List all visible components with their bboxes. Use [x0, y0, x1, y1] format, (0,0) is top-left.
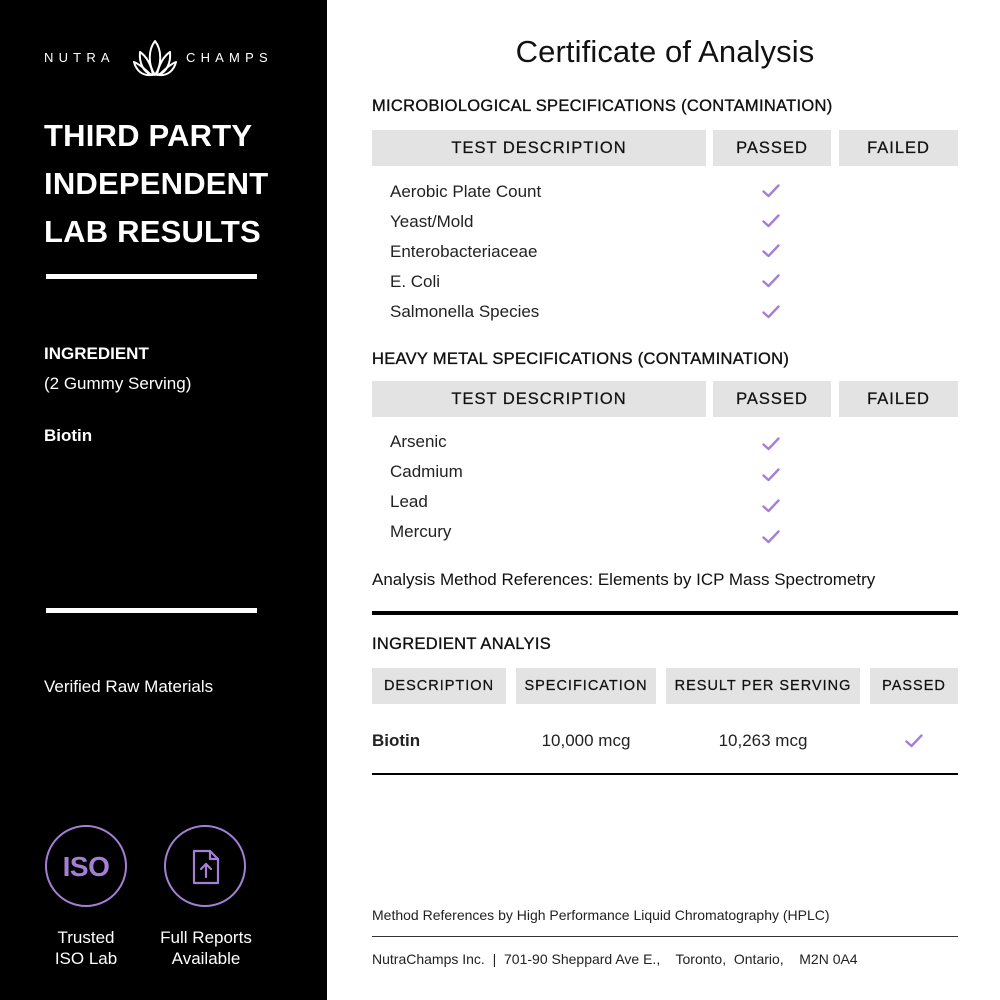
micro-section-heading: MICROBIOLOGICAL SPECIFICATIONS (CONTAMINATION) — [372, 97, 833, 115]
reports-caption-line-2: Available — [171, 949, 241, 968]
check-icon — [762, 184, 780, 198]
ingredient-header-result: RESULT PER SERVING — [666, 668, 860, 704]
verified-raw-materials: Verified Raw Materials — [44, 677, 214, 696]
divider — [372, 773, 958, 775]
heavy-test-row: Arsenic — [390, 432, 447, 451]
headline-line-1: THIRD PARTY — [44, 118, 253, 153]
brand-name-right: CHAMPS — [186, 50, 273, 65]
divider — [372, 936, 958, 937]
check-icon — [762, 214, 780, 228]
analysis-method-reference: Analysis Method References: Elements by ICP Mass Spectrometry — [372, 570, 876, 589]
heavy-header-passed: PASSED — [713, 381, 831, 417]
divider — [46, 274, 257, 279]
footer-method-reference: Method References by High Performance Liquid Chromatography (HPLC) — [372, 907, 830, 923]
heavy-header-description: TEST DESCRIPTION — [372, 381, 706, 417]
iso-caption-line-2: ISO Lab — [54, 949, 118, 968]
ingredient-header-passed: PASSED — [870, 668, 958, 704]
divider — [46, 608, 257, 613]
left-panel — [0, 0, 327, 1000]
check-icon — [905, 734, 923, 748]
headline — [44, 112, 304, 256]
check-icon — [762, 274, 780, 288]
ingredient-analysis-heading: INGREDIENT ANALYIS — [372, 635, 552, 653]
lotus-icon — [133, 38, 177, 78]
check-icon — [762, 530, 780, 544]
ingredient-label: INGREDIENT — [44, 344, 149, 363]
ingredient-row-result: 10,263 mcg — [718, 731, 808, 750]
check-icon — [762, 244, 780, 258]
check-icon — [762, 437, 780, 451]
micro-header-failed: FAILED — [839, 130, 958, 166]
micro-header-description: TEST DESCRIPTION — [372, 130, 706, 166]
document-upload-icon — [192, 849, 220, 885]
heavy-test-row: Lead — [390, 492, 428, 511]
micro-test-row: Enterobacteriaceae — [390, 242, 538, 261]
heavy-header-failed: FAILED — [839, 381, 958, 417]
divider — [372, 611, 958, 615]
brand-logo — [44, 38, 284, 78]
check-icon — [762, 305, 780, 319]
reports-badge — [164, 825, 246, 907]
check-icon — [762, 499, 780, 513]
ingredient-row-specification: 10,000 mcg — [541, 731, 631, 750]
iso-badge-caption — [30, 927, 142, 969]
iso-badge — [45, 825, 127, 907]
iso-caption-line-1: Trusted — [57, 928, 115, 947]
reports-badge-caption — [140, 927, 272, 969]
ingredient-header-specification: SPECIFICATION — [516, 668, 656, 704]
ingredient-name: Biotin — [44, 426, 93, 445]
micro-test-row: Salmonella Species — [390, 302, 540, 321]
heavy-test-row: Cadmium — [390, 462, 463, 481]
ingredient-header-description: DESCRIPTION — [372, 668, 506, 704]
heavy-test-row: Mercury — [390, 522, 452, 541]
footer-address: NutraChamps Inc. | 701-90 Sheppard Ave E., Toronto, Ontario, M2N 0A4 — [372, 951, 858, 967]
micro-test-row: E. Coli — [390, 272, 441, 291]
brand-name-left: NUTRA — [44, 50, 115, 65]
certificate-title: Certificate of Analysis — [515, 34, 815, 69]
micro-header-passed: PASSED — [713, 130, 831, 166]
ingredient-row-name: Biotin — [372, 731, 421, 750]
headline-line-2: INDEPENDENT — [44, 166, 269, 201]
ingredient-serving: (2 Gummy Serving) — [44, 374, 192, 393]
headline-line-3: LAB RESULTS — [44, 214, 261, 249]
micro-test-row: Aerobic Plate Count — [390, 182, 542, 201]
reports-caption-line-1: Full Reports — [160, 928, 252, 947]
check-icon — [762, 468, 780, 482]
heavy-section-heading: HEAVY METAL SPECIFICATIONS (CONTAMINATION) — [372, 350, 790, 368]
micro-test-row: Yeast/Mold — [390, 212, 474, 231]
iso-badge-text: ISO — [62, 851, 110, 882]
